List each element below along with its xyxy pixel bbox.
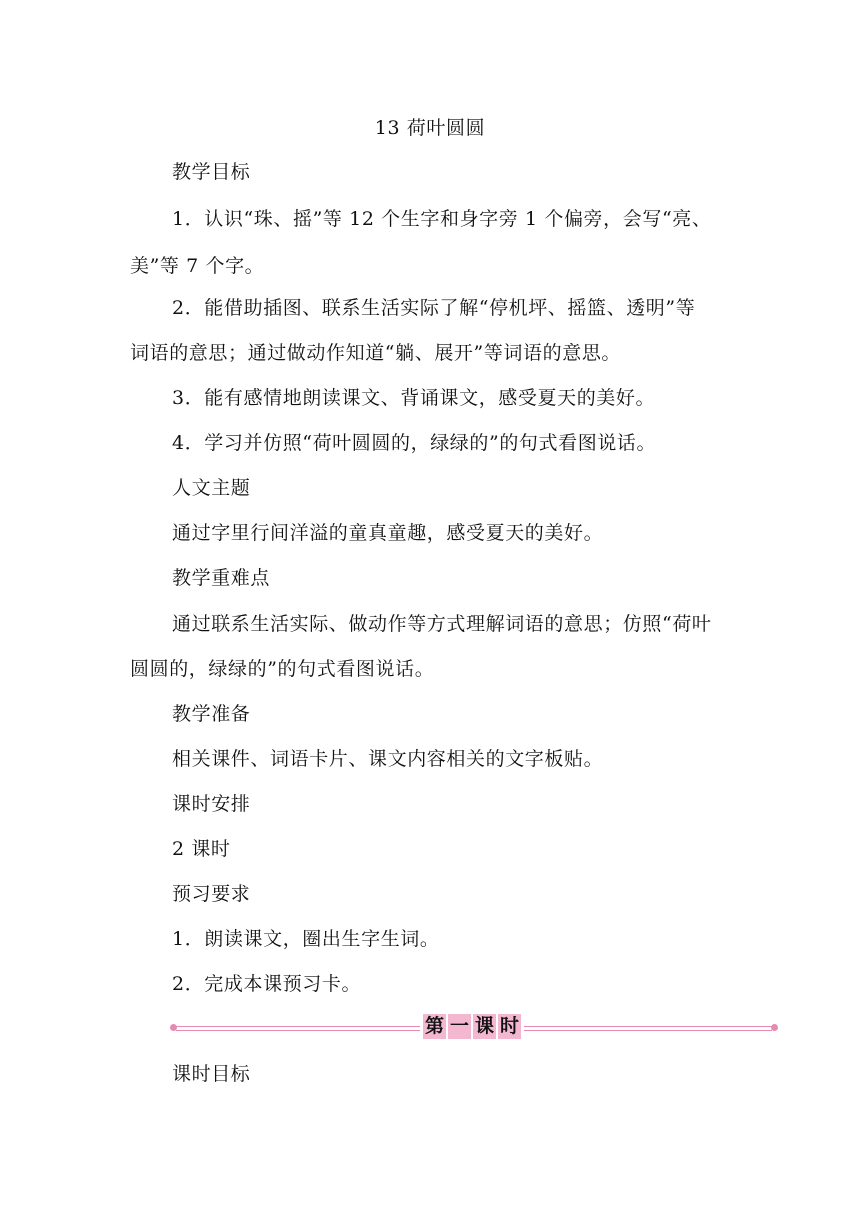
preview-heading: 预习要求 bbox=[172, 883, 251, 905]
theme-heading: 人文主题 bbox=[172, 477, 251, 499]
lesson-goals-heading: 课时目标 bbox=[172, 1063, 251, 1085]
lesson-label-char: 一 bbox=[449, 1015, 469, 1037]
lesson-label-char: 第 bbox=[424, 1015, 444, 1037]
prep-heading: 教学准备 bbox=[172, 703, 251, 725]
goal-2-line-2: 词语的意思；通过做动作知道“躺、展开”等词语的意思。 bbox=[130, 342, 622, 364]
lesson-title: 13 荷叶圆圆 bbox=[374, 117, 486, 139]
theme-text: 通过字里行间洋溢的童真童趣，感受夏天的美好。 bbox=[172, 522, 604, 544]
schedule-heading: 课时安排 bbox=[172, 793, 251, 815]
goal-1-line-2: 美”等 7 个字。 bbox=[130, 255, 265, 277]
goals-heading: 教学目标 bbox=[172, 161, 251, 183]
lesson-divider bbox=[170, 1012, 778, 1042]
divider-dot-right bbox=[771, 1024, 778, 1031]
key-points-line-1: 通过联系生活实际、做动作等方式理解词语的意思；仿照“荷叶 bbox=[172, 613, 712, 635]
key-points-line-2: 圆圆的，绿绿的”的句式看图说话。 bbox=[130, 658, 435, 680]
lesson-label-char: 时 bbox=[499, 1015, 519, 1037]
goal-4: 4．学习并仿照“荷叶圆圆的，绿绿的”的句式看图说话。 bbox=[172, 432, 657, 454]
preview-item-2: 2．完成本课预习卡。 bbox=[172, 973, 362, 995]
preview-item-1: 1．朗读课文，圈出生字生词。 bbox=[172, 928, 440, 950]
key-points-heading: 教学重难点 bbox=[172, 567, 271, 589]
lesson-label bbox=[420, 1014, 524, 1039]
prep-text: 相关课件、词语卡片、课文内容相关的文字板贴。 bbox=[172, 748, 604, 770]
goal-3: 3．能有感情地朗读课文、背诵课文，感受夏天的美好。 bbox=[172, 387, 656, 409]
goal-2-line-1: 2．能借助插图、联系生活实际了解“停机坪、摇篮、透明”等 bbox=[172, 297, 696, 319]
lesson-label-char: 课 bbox=[474, 1015, 494, 1037]
schedule-text: 2 课时 bbox=[172, 838, 231, 860]
goal-1-line-1: 1．认识“珠、摇”等 12 个生字和身字旁 1 个偏旁，会写“亮、 bbox=[172, 208, 712, 230]
